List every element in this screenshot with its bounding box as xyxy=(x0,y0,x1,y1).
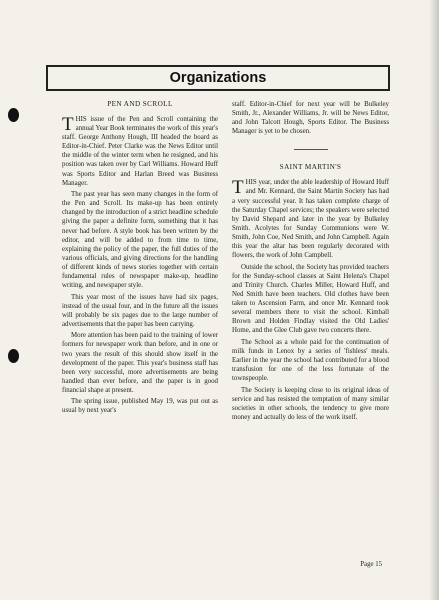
drop-cap: T xyxy=(232,177,244,199)
paragraph: The past year has seen many changes in the form of the Pen and Scroll. Its make-up has been entirely changed by the introduction of a strict headline schedule giving the paper a definite form, something that it has never had before. A style book has been written by the editor, and will be added to from time to time, explaining the policy of the paper, the full duties of the various officials, and giving directions for the handling of different kinds of news stories together with certain fundamental rules of newspaper make-up, headline writing, and newspaper style. xyxy=(62,191,218,290)
saint-martins-title: SAINT MARTIN'S xyxy=(279,163,342,172)
paragraph-text: HIS issue of the Pen and Scroll containing the annual Year Book terminates the work of this year's staff. George Anthony Hough, III headed the board as Editor-in-Chief. Peter Clarke was the News Editor until the middle of the winter term when he resigned, and his position was taken over by Carl Williams. Howard Huff was Sports Editor and Harlan Breed was Business Manager. xyxy=(62,116,218,187)
section-heading-box xyxy=(46,65,390,91)
page-number: Page 15 xyxy=(360,561,382,568)
paragraph: The spring issue, published May 19, was put out as usual by next year's xyxy=(62,398,218,415)
divider xyxy=(294,149,328,150)
paragraph xyxy=(62,115,218,188)
page-edge-shadow xyxy=(429,0,439,600)
paragraph: The School as a whole paid for the continuation of milk funds in Lenox by a series of 'fishless' meals. Earlier in the year the school had contributed for a blood transfusion for one of the less fortunate of the townspeople. xyxy=(232,338,389,383)
paragraph: Outside the school, the Society has provided teachers for the Sunday-school classes at Saint Helena's Chapel and Trinity Church. Charles Miller, Howard Huff, and Ned Smith have been teachers. Old clothes have been taken to Ascension Farm, and once Mr. Kennard took several members there to visit the school. Kimball Brown and Holden Findlay visited the Old Ladies' Home, and the Glee Club gave two concerts there. xyxy=(232,263,389,335)
section-heading: Organizations xyxy=(169,70,267,86)
drop-cap: T xyxy=(62,114,74,135)
paragraph: The Society is keeping close to its original ideas of service and has resisted the temptation of many similar societies in other schools, the tendency to give more money and actually do less of the work itself. xyxy=(232,386,389,421)
paragraph: More attention has been paid to the training of lower formers for newspaper work than before, and in one or two years the result of this should show itself in the development of the paper. This year's business staff has been very successful, more advertisements are being handled than ever before, and the paper is in good financial shape at present. xyxy=(62,332,218,394)
binder-hole xyxy=(8,108,19,122)
binder-hole xyxy=(8,349,19,363)
left-column xyxy=(62,100,218,416)
pen-and-scroll-title: PEN AND SCROLL xyxy=(107,100,173,108)
right-column xyxy=(232,100,389,422)
paragraph xyxy=(232,178,389,260)
paragraph-text: HIS year, under the able leadership of Howard Huff and Mr. Kennard, the Saint Martin Society has had a very successful year. It has taken complete charge of the Saturday Chapel services; the speakers were selected by David Shepard and later in the year by Bulkeley Smith. Acolytes for Sunday Communions were W. Smith, John Coe, Ned Smith, and John Campbell. Again this year the altar has been regularly decorated with flowers, the work of John Campbell. xyxy=(232,179,389,260)
paragraph: This year most of the issues have had six pages, instead of the usual four, and in the future all the issues will probably be six pages due to the large number of advertisements that the paper has been carrying. xyxy=(62,293,218,328)
paragraph: staff. Editor-in-Chief for next year will be Bulkeley Smith, Jr., Alexander Williams, Jr. will be News Editor, and John Talcott Hough, Sports Editor. The Business Manager is yet to be chosen. xyxy=(232,101,389,136)
